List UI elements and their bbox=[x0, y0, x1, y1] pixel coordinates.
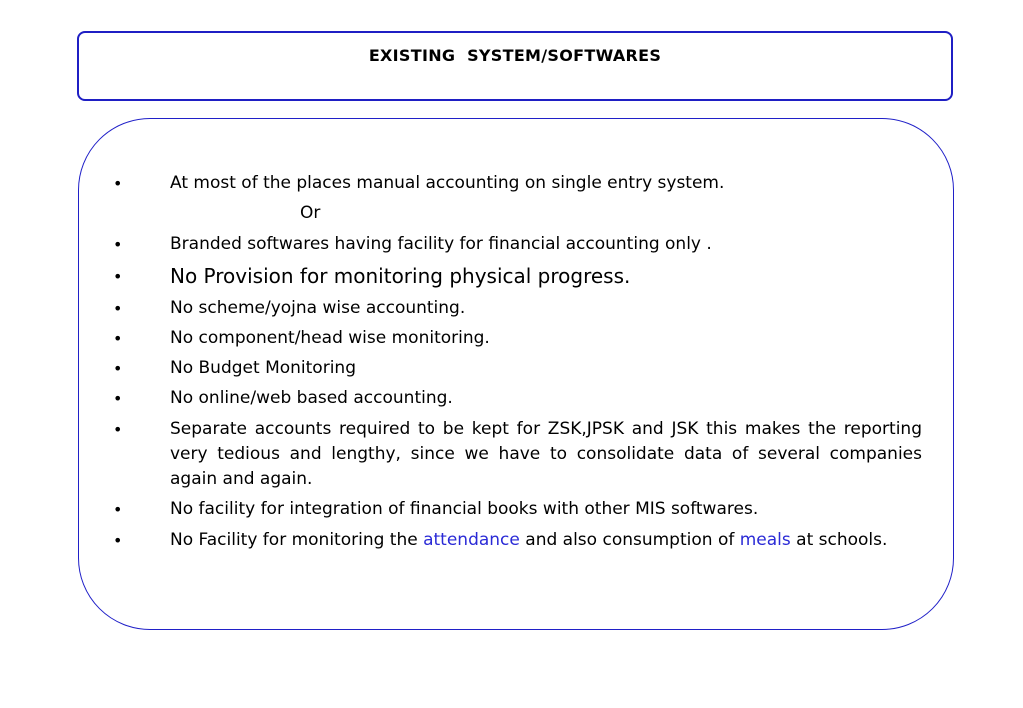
list-item: No online/web based accounting. bbox=[170, 388, 453, 408]
or-separator: Or bbox=[300, 203, 321, 223]
list-item: Separate accounts required to be kept for ZSK,JPSK and JSK this makes the reporting very tedious and lengthy, since we have to consolidate data of several companies again and again. bbox=[170, 419, 922, 489]
bullet-marker: • bbox=[113, 267, 123, 286]
list-item: Branded softwares having facility for financial accounting only . bbox=[170, 234, 712, 254]
bullet-marker: • bbox=[113, 389, 123, 408]
bullet-marker: • bbox=[113, 299, 123, 318]
bullet-marker: • bbox=[113, 235, 123, 254]
bullet-marker: • bbox=[113, 531, 123, 550]
item-text: and also consumption of bbox=[519, 530, 740, 550]
bullet-marker: • bbox=[113, 329, 123, 348]
list-item bbox=[170, 528, 922, 553]
title-box bbox=[77, 31, 953, 101]
highlight-attendance: attendance bbox=[423, 530, 520, 550]
list-item: No scheme/yojna wise accounting. bbox=[170, 298, 466, 318]
bullet-marker: • bbox=[113, 174, 123, 193]
list-item: No Budget Monitoring bbox=[170, 358, 356, 378]
item-text: No Facility for monitoring the bbox=[170, 530, 424, 550]
list-item: No facility for integration of financial books with other MIS softwares. bbox=[170, 499, 759, 519]
list-item: No Provision for monitoring physical progress. bbox=[170, 264, 631, 288]
page-title: EXISTING SYSTEM/SOFTWARES bbox=[368, 46, 662, 65]
item-text: at schools. bbox=[790, 530, 888, 550]
bullet-marker: • bbox=[113, 500, 123, 519]
list-item: At most of the places manual accounting on single entry system. bbox=[170, 173, 725, 193]
bullet-marker: • bbox=[113, 420, 123, 439]
highlight-meals: meals bbox=[739, 530, 791, 550]
list-item: No component/head wise monitoring. bbox=[170, 328, 490, 348]
bullet-marker: • bbox=[113, 359, 123, 378]
